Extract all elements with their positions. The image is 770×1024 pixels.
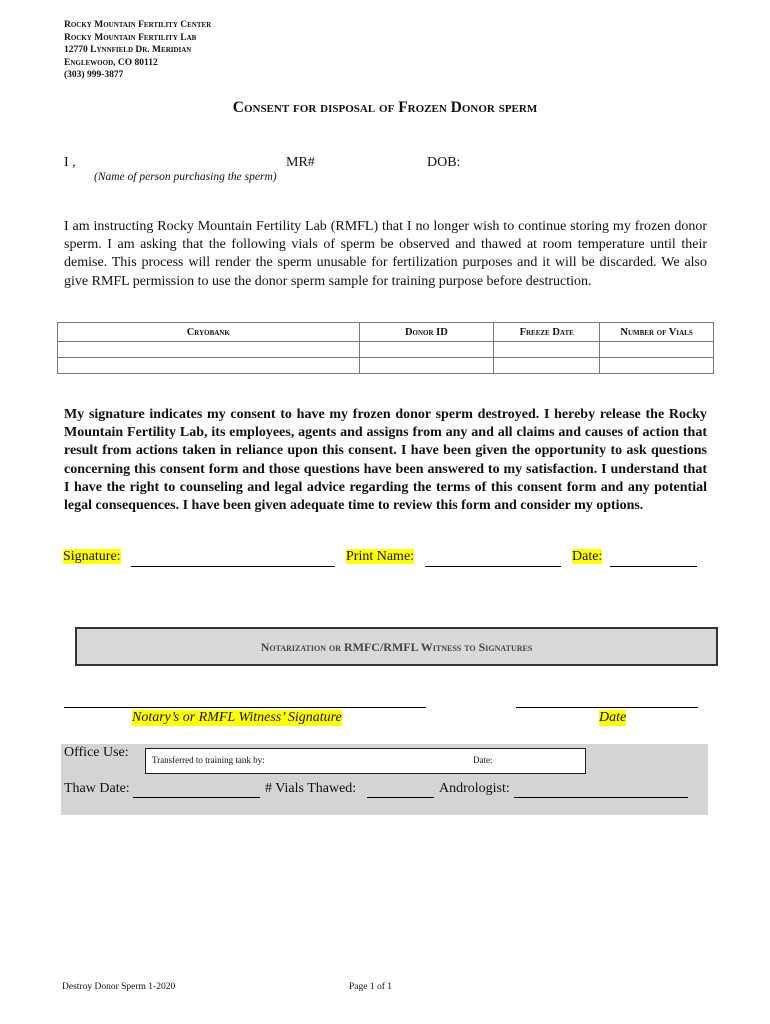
table-row — [58, 342, 714, 358]
consent-paragraph: My signature indicates my consent to have my frozen donor sperm destroyed. I hereby release the Rocky Mountain Fertility Lab, its employees, agents and assigns from any and all claims and causes of action that result from actions taken in reliance upon this consent. I have been given the opportunity to ask questions concerning this consent form and those questions have been answered to my satisfaction. I understand that I have the right to counseling and legal advice regarding the terms of this consent form and any potential legal consequences. I have been given adequate time to review this form and consider my options. — [64, 407, 707, 514]
print-name-label: Print Name: — [346, 549, 415, 564]
witness-signature-line[interactable] — [64, 707, 426, 708]
name-note: (Name of person purchasing the sperm) — [94, 171, 277, 183]
vials-thawed-label: # Vials Thawed: — [265, 781, 357, 796]
dob-label: DOB: — [427, 155, 461, 170]
andrologist-line[interactable] — [514, 797, 688, 798]
i-label: I , — [64, 155, 76, 170]
signature-field[interactable] — [63, 549, 121, 565]
col-donor-id: Donor ID — [359, 323, 494, 342]
clinic-name: Rocky Mountain Fertility Center — [64, 20, 212, 30]
date-label: Date: — [572, 549, 603, 564]
col-freeze-date: Freeze Date — [494, 323, 600, 342]
table-cell[interactable] — [494, 342, 600, 358]
signature-label: Signature: — [63, 549, 121, 564]
clinic-header — [64, 19, 211, 82]
print-name-line[interactable] — [425, 566, 561, 567]
table-cell[interactable] — [58, 342, 360, 358]
thaw-date-label: Thaw Date: — [64, 781, 130, 796]
thaw-date-line[interactable] — [133, 797, 260, 798]
office-use-label: Office Use: — [64, 745, 129, 760]
table-cell[interactable] — [600, 342, 714, 358]
table-row — [58, 358, 714, 374]
andrologist-label: Andrologist: — [439, 781, 510, 796]
table-cell[interactable] — [359, 358, 494, 374]
col-number-of-vials: Number of Vials — [600, 323, 714, 342]
table-cell[interactable] — [359, 342, 494, 358]
clinic-phone: (303) 999-3877 — [64, 70, 124, 81]
instruction-paragraph: I am instructing Rocky Mountain Fertility Lab (RMFL) that I no longer wish to continue storing my frozen donor sperm. I am asking that the following vials of sperm be observed and thawed at room temperature until their demise. This process will render the sperm unusable for fertilization purposes and it will be discarded. We also give RMFL permission to use the donor sperm sample for training purpose before destruction. — [64, 219, 707, 289]
transferred-label: Transferred to training tank by: — [152, 755, 265, 765]
lab-name: Rocky Mountain Fertility Lab — [64, 32, 197, 43]
col-cryobank: Cryobank — [58, 323, 360, 342]
table-cell[interactable] — [58, 358, 360, 374]
print-name-field[interactable] — [346, 549, 414, 565]
clinic-street: 12770 Lynnfield Dr. Meridian — [64, 45, 192, 56]
vials-table — [57, 322, 714, 374]
clinic-city: Englewood, CO 80112 — [64, 57, 158, 68]
table-cell[interactable] — [600, 358, 714, 374]
page-number: Page 1 of 1 — [349, 982, 393, 992]
form-title: Consent for disposal of Frozen Donor sperm — [232, 99, 538, 116]
mr-label: MR# — [286, 155, 315, 170]
date-field[interactable] — [572, 549, 602, 565]
date-line[interactable] — [610, 566, 697, 567]
witness-date-line[interactable] — [516, 707, 698, 708]
table-cell[interactable] — [494, 358, 600, 374]
vials-thawed-line[interactable] — [367, 797, 434, 798]
notary-banner-text: Notarization or RMFC/RMFL Witness to Signatures — [260, 640, 533, 654]
signature-line[interactable] — [131, 566, 335, 567]
transfer-date-label: Date: — [473, 755, 493, 765]
witness-date-label: Date — [599, 710, 627, 725]
form-id: Destroy Donor Sperm 1-2020 — [62, 982, 176, 992]
table-header-row — [58, 323, 714, 342]
witness-signature-label: Notary’s or RMFL Witness’ Signature — [132, 710, 342, 725]
